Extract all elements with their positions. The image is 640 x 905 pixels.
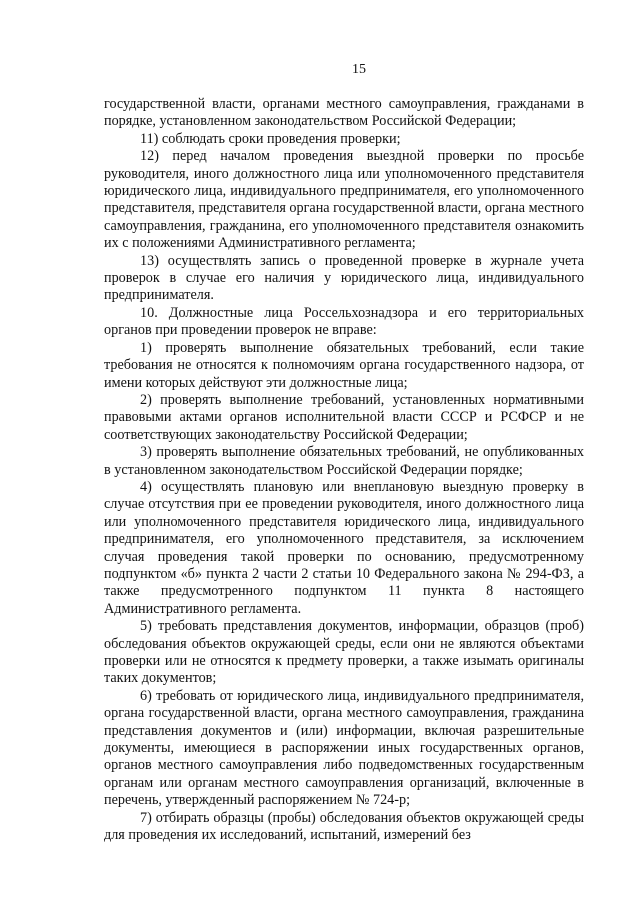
- page-number: 15: [352, 62, 366, 77]
- paragraph: 7) отбирать образцы (пробы) обследования объектов окружающей среды для проведения их исследований, испытаний, измерений без: [104, 809, 584, 844]
- paragraph: 6) требовать от юридического лица, индивидуального предпринимателя, органа государственной власти, органа местного самоуправления, гражданина представления документов и (или) информации, включая разрешительные документы, имеющиеся в распоряжении иных государственных органов, органов местного самоуправления либо подведомственных государственным органам или органам местного самоуправления организаций, включенные в перечень, утвержденный распоряжением № 724-р;: [104, 687, 584, 809]
- paragraph: 11) соблюдать сроки проведения проверки;: [140, 130, 401, 147]
- paragraph: 5) требовать представления документов, информации, образцов (проб) обследования объектов окружающей среды, если они не являются объектами проверки или не относятся к предмету проверки, а также изымать оригиналы таких документов;: [104, 618, 584, 687]
- paragraph: 13) осуществлять запись о проведенной проверке в журнале учета проверок в случае его наличия у юридического лица, индивидуального предпринимателя.: [104, 252, 584, 304]
- paragraph: 4) осуществлять плановую или внеплановую выездную проверку в случае отсутствия при ее проведении руководителя, иного должностного лица или уполномоченного представителя юридического лица, индивидуального предпринимателя, его уполномоченного представителя, за исключением случая проведения такой проверки по основанию, предусмотренному подпунктом «б» пункта 2 части 2 статьи 10 Федерального закона № 294-ФЗ, а также предусмотренного подпунктом 11 пункта 8 настоящего Административного регламента.: [104, 478, 584, 617]
- paragraph: 10. Должностные лица Россельхознадзора и его территориальных органов при проведении проверок не вправе:: [104, 304, 584, 339]
- document-body: [104, 96, 584, 844]
- paragraph: 3) проверять выполнение обязательных требований, не опубликованных в установленном законодательством Российской Федерации порядке;: [104, 444, 584, 478]
- paragraph: 12) перед началом проведения выездной проверки по просьбе руководителя, иного должностного лица или уполномоченного представителя юридического лица, индивидуального предпринимателя, его уполномоченного представителя, представителя органа государственной власти, органа местного самоуправления, гражданина, его уполномоченного представителя ознакомить их с положениями Административного регламента;: [104, 148, 584, 252]
- paragraph: 1) проверять выполнение обязательных требований, если такие требования не относятся к полномочиям органа государственного надзора, от имени которых действуют эти должностные лица;: [104, 339, 584, 391]
- paragraph: 2) проверять выполнение требований, установленных нормативными правовыми актами органов исполнительной власти СССР и РСФСР и не соответствующих законодательству Российской Федерации;: [104, 391, 584, 443]
- paragraph: государственной власти, органами местного самоуправления, гражданами в порядке, установленном законодательством Российской Федерации;: [104, 96, 584, 130]
